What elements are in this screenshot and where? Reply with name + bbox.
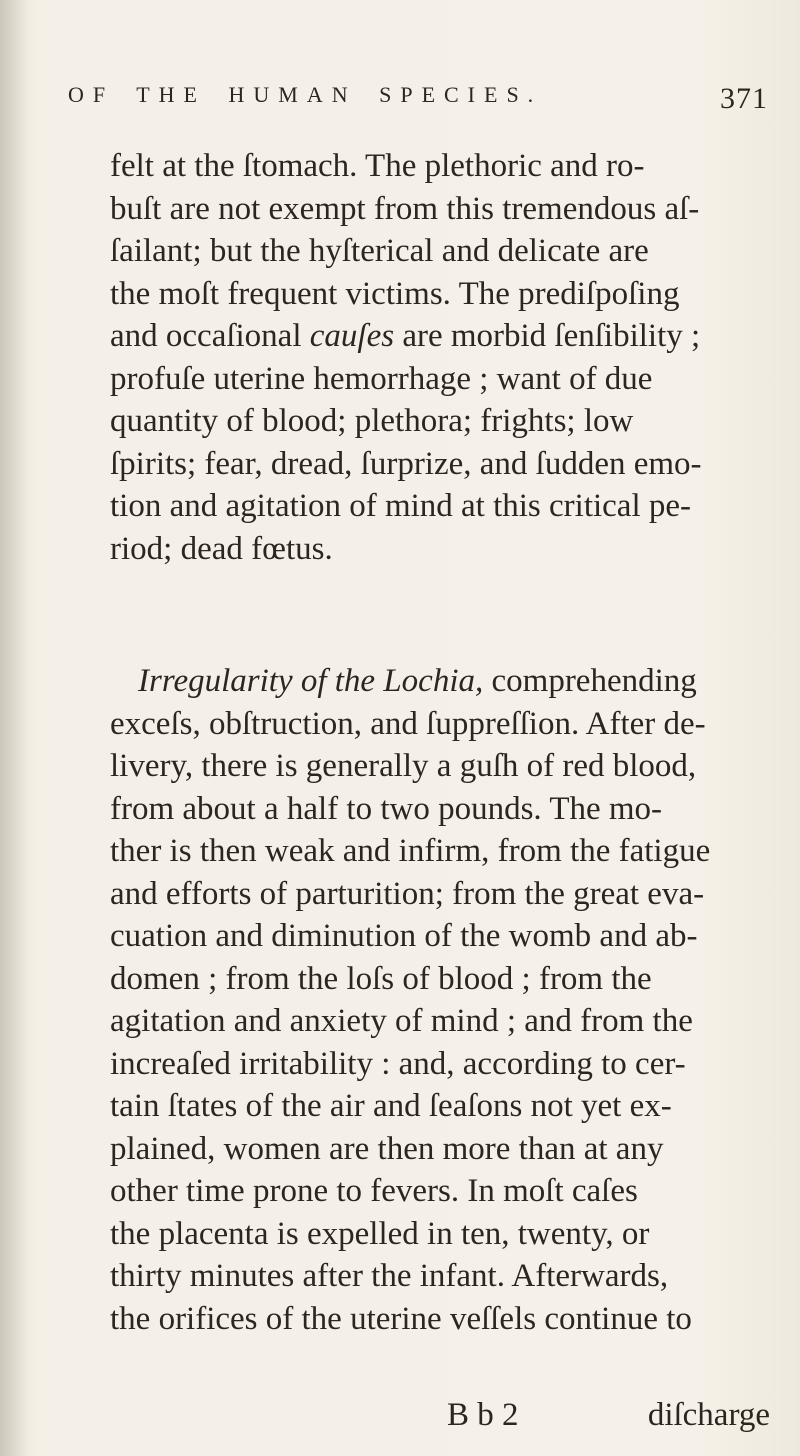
paragraph-1 <box>110 145 770 570</box>
text-line: tain ſtates of the air and ſeaſons not yet ex- <box>110 1088 672 1124</box>
text-line: riod; dead fœtus. <box>110 530 333 567</box>
signature-mark: B b 2 <box>447 1397 519 1433</box>
text-line-with-italic <box>110 660 770 703</box>
text-line: agitation and anxiety of mind ; and from the <box>110 1003 693 1039</box>
text-fragment: and occaſional <box>110 318 302 354</box>
text-line: exceſs, obſtruction, and ſuppreſſion. After de- <box>110 705 706 742</box>
text-line: the orifices of the uterine veſſels continue to <box>110 1300 692 1337</box>
text-line: increaſed irritability : and, according to cer- <box>110 1045 686 1082</box>
text-fragment: comprehending <box>491 663 697 699</box>
page-number: 371 <box>720 82 768 115</box>
text-line: plained, women are then more than at any <box>110 1130 664 1167</box>
text-line: and efforts of parturition; from the great eva- <box>110 875 705 912</box>
text-fragment: are morbid ſenſibility ; <box>402 318 701 354</box>
text-line: the moſt frequent victims. The prediſpoſing <box>110 275 680 312</box>
catchword: diſcharge <box>647 1397 770 1433</box>
italic-word: cauſes <box>309 318 395 354</box>
text-line: ſpirits; fear, dread, ſurprize, and ſudden emo- <box>110 445 702 482</box>
text-line: felt at the ſtomach. The plethoric and ro- <box>110 148 645 184</box>
text-line: the placenta is expelled in ten, twenty, or <box>110 1215 650 1252</box>
text-line-with-italic <box>110 315 770 358</box>
paragraph-2 <box>110 660 770 1340</box>
text-line: ſailant; but the hyſterical and delicate are <box>110 233 649 269</box>
text-line: from about a half to two pounds. The mo- <box>110 790 663 827</box>
text-line: tion and agitation of mind at this critical pe- <box>110 488 692 524</box>
text-line: cuation and diminution of the womb and ab- <box>110 918 698 954</box>
text-line: buſt are not exempt from this tremendous aſ- <box>110 190 700 227</box>
gutter-shadow <box>0 0 28 1456</box>
page-footer <box>110 1397 770 1439</box>
text-line: quantity of blood; plethora; frights; low <box>110 403 634 439</box>
text-line: livery, there is generally a guſh of red blood, <box>110 748 697 784</box>
text-line: ther is then weak and infirm, from the fatigue <box>110 833 711 869</box>
text-line: thirty minutes after the infant. Afterwards, <box>110 1258 669 1294</box>
text-line: profuſe uterine hemorrhage ; want of due <box>110 360 653 397</box>
text-line: other time prone to fevers. In moſt caſes <box>110 1173 638 1209</box>
running-head: OF THE HUMAN SPECIES. <box>68 82 543 107</box>
page-header <box>68 82 768 122</box>
italic-heading: Irregularity of the Lochia, <box>138 663 484 699</box>
text-line: domen ; from the loſs of blood ; from the <box>110 960 652 997</box>
